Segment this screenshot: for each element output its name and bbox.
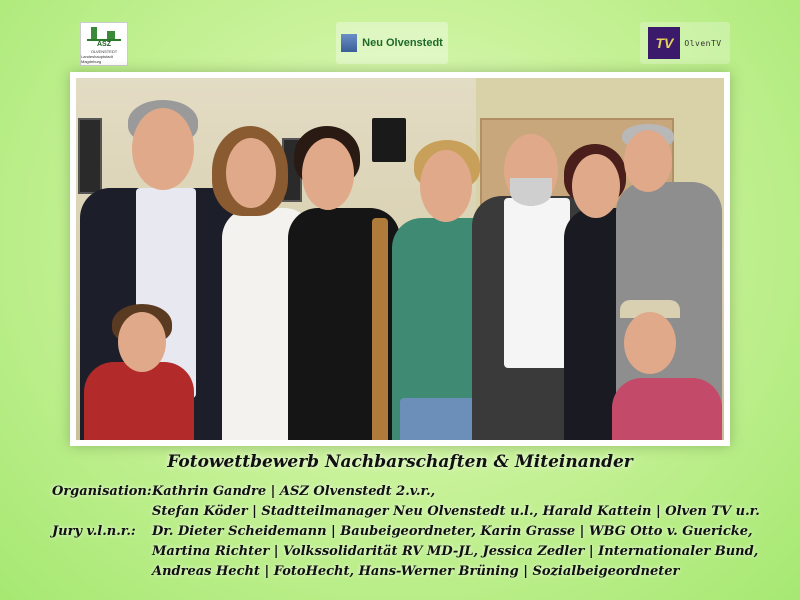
organisation-line: Stefan Köder | Stadtteilmanager Neu Olvenstedt u.l., Harald Kattein | Olven TV u.r. [152,504,760,519]
organisation-line: Kathrin Gandre | ASZ Olvenstedt 2.v.r., [152,484,436,499]
asz-logo-text: ASZ [97,40,111,48]
buildings-icon [341,34,357,52]
asz-logo [80,22,128,66]
jury-label: Jury v.l.n.r.: [52,524,136,539]
photo-frame [70,72,730,446]
neu-olvenstedt-logo [336,22,448,64]
group-photo [76,78,724,440]
organisation-label: Organisation: [52,484,152,499]
asz-logo-subtext: OLVENSTEDT [90,48,118,54]
jury-line: Dr. Dieter Scheidemann | Baubeigeordneter, Karin Grasse | WBG Otto v. Guericke, [152,524,753,539]
asz-building-icon [87,25,121,41]
olven-tv-logo-text: OlvenTV [684,38,722,48]
caption-title: Fotowettbewerb Nachbarschaften & Miteinander [167,452,633,472]
jury-line: Andreas Hecht | FotoHecht, Hans-Werner Brüning | Sozialbeigeordneter [152,564,680,579]
neu-olvenstedt-logo-text: Neu Olvenstedt [362,37,443,49]
asz-logo-subtext-2: Landeshauptstadt Magdeburg [81,53,113,64]
jury-line: Martina Richter | Volkssolidarität RV MD-JL, Jessica Zedler | Internationaler Bund, [152,544,759,559]
olven-tv-logo [640,22,730,64]
wall-picture [78,118,102,194]
speaker [372,118,406,162]
tv-mark-icon: TV [648,27,680,59]
